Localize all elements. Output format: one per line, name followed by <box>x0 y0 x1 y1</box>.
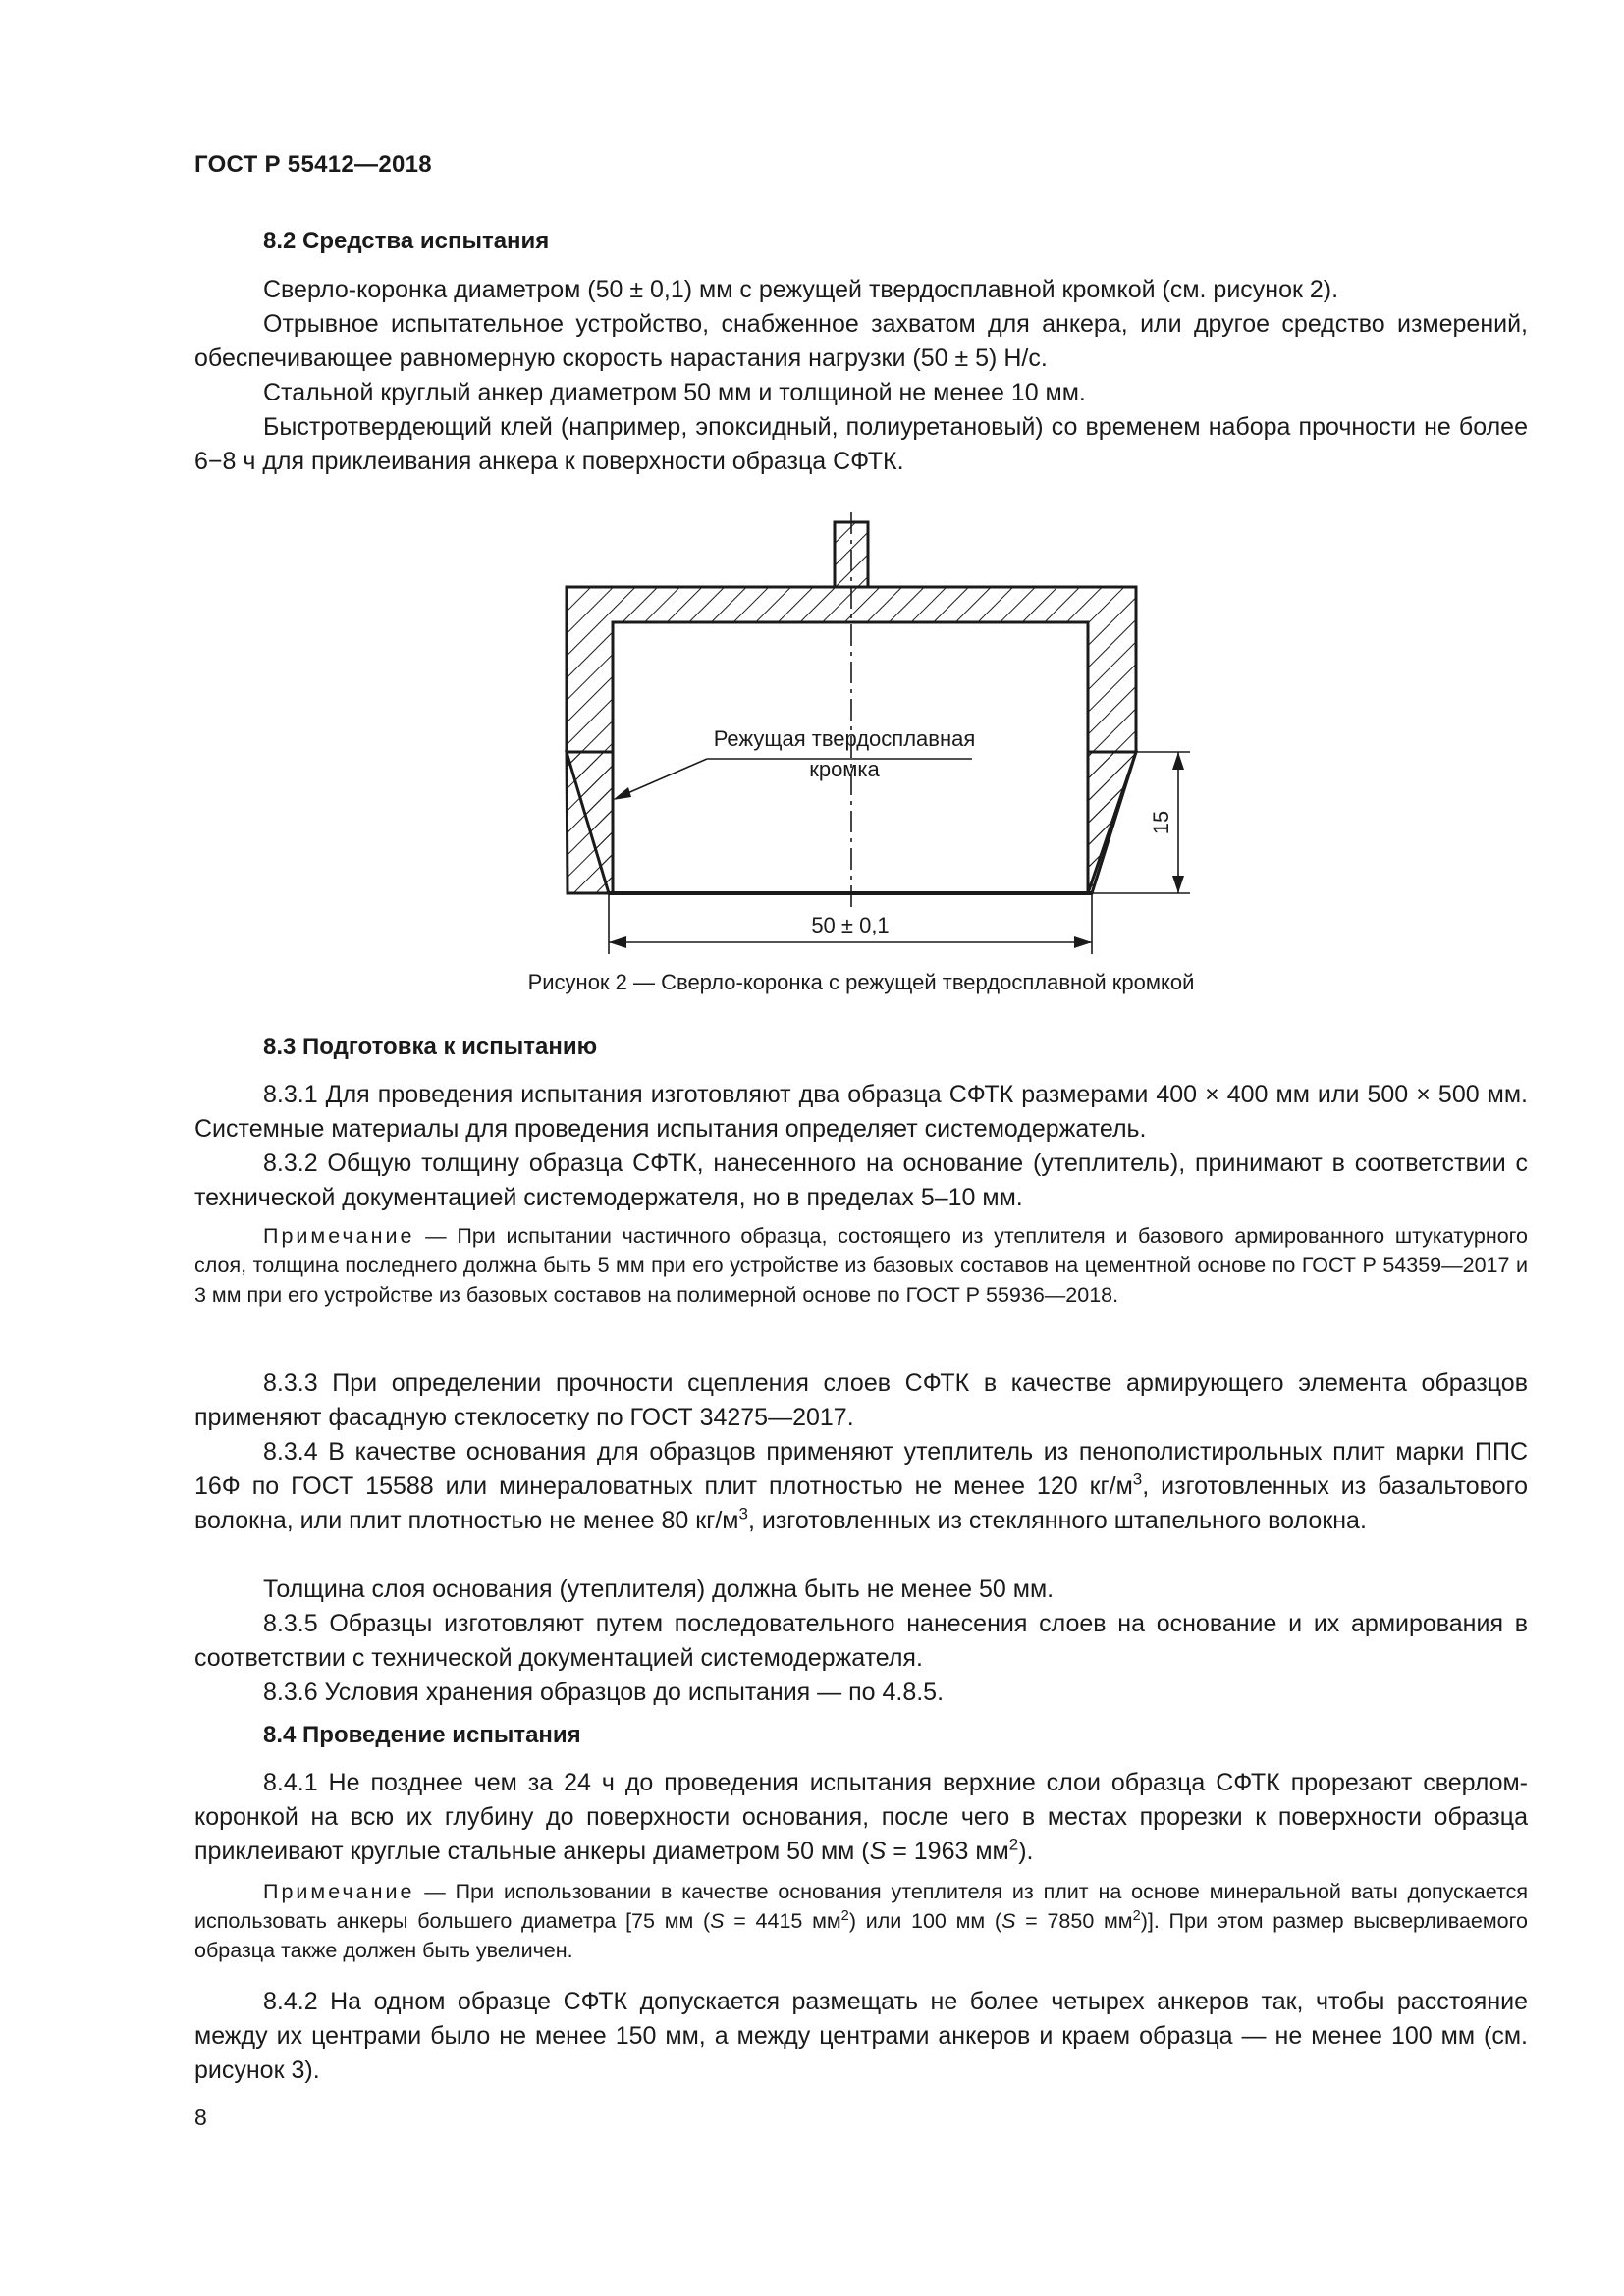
section-8-2-paragraph-1: Сверло-коронка диаметром (50 ± 0,1) мм с режущей твердосплавной кромкой (см. рисунок 2). <box>263 276 1339 303</box>
section-8-4-title: 8.4 Проведение испытания <box>263 1722 581 1748</box>
section-8-3-title: 8.3 Подготовка к испытанию <box>263 1034 598 1060</box>
symbol-s: S <box>869 1838 887 1865</box>
paragraph-8-3-1: 8.3.1 Для проведения испытания изготовляют два образца СФТК размерами 400 × 400 мм или 500 × 500 мм. Системные материалы для проведения испытания определяет системодержатель. <box>194 1081 1528 1143</box>
cutting-edge-label-line-2: кромка <box>809 757 880 781</box>
dim-arrow-down <box>1172 876 1184 893</box>
dim-arrow-left <box>609 936 626 948</box>
note-part-e: )]. При этом размер высверливаемого образца также должен быть увеличен. <box>194 1909 1528 1962</box>
paragraph-8-3-2: 8.3.2 Общую толщину образца СФТК, нанесенного на основание (утеплитель), принимают в соответствии с технической документацией системодержателя, но в пределах 5–10 мм. <box>194 1149 1528 1211</box>
dim-arrow-right <box>1074 936 1092 948</box>
paragraph-8-4-1-part-b: = 1963 мм <box>886 1838 1009 1865</box>
paragraph-8-3-6: 8.3.6 Условия хранения образцов до испытания — по 4.8.5. <box>263 1679 945 1706</box>
document-code-header: ГОСТ Р 55412—2018 <box>194 151 432 178</box>
superscript: 2 <box>1008 1835 1019 1854</box>
note-text: — При испытании частичного образца, состоящего из утеплителя и базового армированного штукатурного слоя, толщина последнего должна быть 5 мм при его устройстве из базовых составов на цементной основе по ГОСТ Р 54359—2017 и 3 мм при его устройстве из базовых составов на полимерной основе по ГОСТ Р 55936—2018. <box>194 1224 1528 1307</box>
right-cutting-edge <box>1088 752 1136 893</box>
paragraph-8-3-4-part-a: 8.3.4 В качестве основания для образцов применяют утеплитель из пенополистирольных плит марки ППС 16Ф по ГОСТ 15588 или минераловатных плит плотностью не менее 120 кг/м <box>194 1438 1528 1500</box>
page-number: 8 <box>194 2105 207 2130</box>
cutting-edge-label-line-1: Режущая твердосплавная <box>713 726 976 751</box>
dim-arrow-up <box>1172 752 1184 770</box>
section-8-2-paragraph-4: Быстротвердеющий клей (например, эпоксидный, полиуретановый) со временем набора прочности не более 6−8 ч для приклеивания анкера к поверхности образца СФТК. <box>194 413 1528 475</box>
figure-2-caption: Рисунок 2 — Сверло-коронка с режущей твердосплавной кромкой <box>527 970 1195 994</box>
symbol-s: S <box>710 1909 725 1933</box>
paragraph-8-3-4-part-c: , изготовленных из стеклянного штапельного волокна. <box>747 1507 1367 1534</box>
superscript: 3 <box>1132 1469 1143 1489</box>
note-label: Примечание <box>263 1224 415 1248</box>
note-part-a: — При использовании в качестве основания утеплителя из плит на основе минеральной ваты допускается использовать анкеры большего диаметра [75 мм ( <box>194 1880 1528 1933</box>
note-part-b: = 4415 мм <box>724 1909 841 1933</box>
paragraph-8-3-5: 8.3.5 Образцы изготовляют путем последовательного нанесения слоев на основание и их армирования в соответствии с технической документацией системодержателя. <box>194 1610 1528 1672</box>
symbol-s: S <box>1001 1909 1016 1933</box>
paragraph-8-4-1-part-a: 8.4.1 Не позднее чем за 24 ч до проведения испытания верхние слои образца СФТК прорезают сверлом-коронкой на всю их глубину до поверхности основания, после чего в местах прорезки к поверхности образца приклеивают круглые стальные анкеры диаметром 50 мм ( <box>194 1769 1528 1865</box>
section-8-2-paragraph-3: Стальной круглый анкер диаметром 50 мм и толщиной не менее 10 мм. <box>263 379 1086 406</box>
superscript: 2 <box>1132 1907 1141 1924</box>
superscript: 2 <box>840 1907 849 1924</box>
superscript: 3 <box>738 1504 748 1523</box>
note-part-d: = 7850 мм <box>1015 1909 1133 1933</box>
note-label: Примечание <box>263 1880 415 1903</box>
paragraph-8-3-4-part-b: , изготовленных из базальтового волокна, или плит плотностью не менее 80 кг/м <box>194 1472 1529 1534</box>
paragraph-8-3-3: 8.3.3 При определении прочности сцепления слоев СФТК в качестве армирующего элемента образцов применяют фасадную стеклосетку по ГОСТ 34275—2017. <box>194 1369 1528 1431</box>
dim-width-label: 50 ± 0,1 <box>811 913 890 937</box>
section-8-2-title: 8.2 Средства испытания <box>263 228 550 254</box>
paragraph-8-4-2: 8.4.2 На одном образце СФТК допускается размещать не более четырех анкеров так, чтобы расстояние между их центрами было не менее 150 мм, а между центрами анкеров и краем образца — не менее 100 мм (см. рисунок 3). <box>194 1988 1528 2084</box>
paragraph-8-3-4-thickness: Толщина слоя основания (утеплителя) должна быть не менее 50 мм. <box>263 1575 1055 1603</box>
section-8-2-paragraph-2: Отрывное испытательное устройство, снабженное захватом для анкера, или другое средство измерений, обеспечивающее равномерную скорость нарастания нагрузки (50 ± 5) Н/с. <box>194 310 1528 372</box>
paragraph-8-4-1-part-c: ). <box>1018 1838 1034 1865</box>
dim-height-label: 15 <box>1149 810 1173 835</box>
note-part-c: ) или 100 мм ( <box>848 1909 1002 1933</box>
